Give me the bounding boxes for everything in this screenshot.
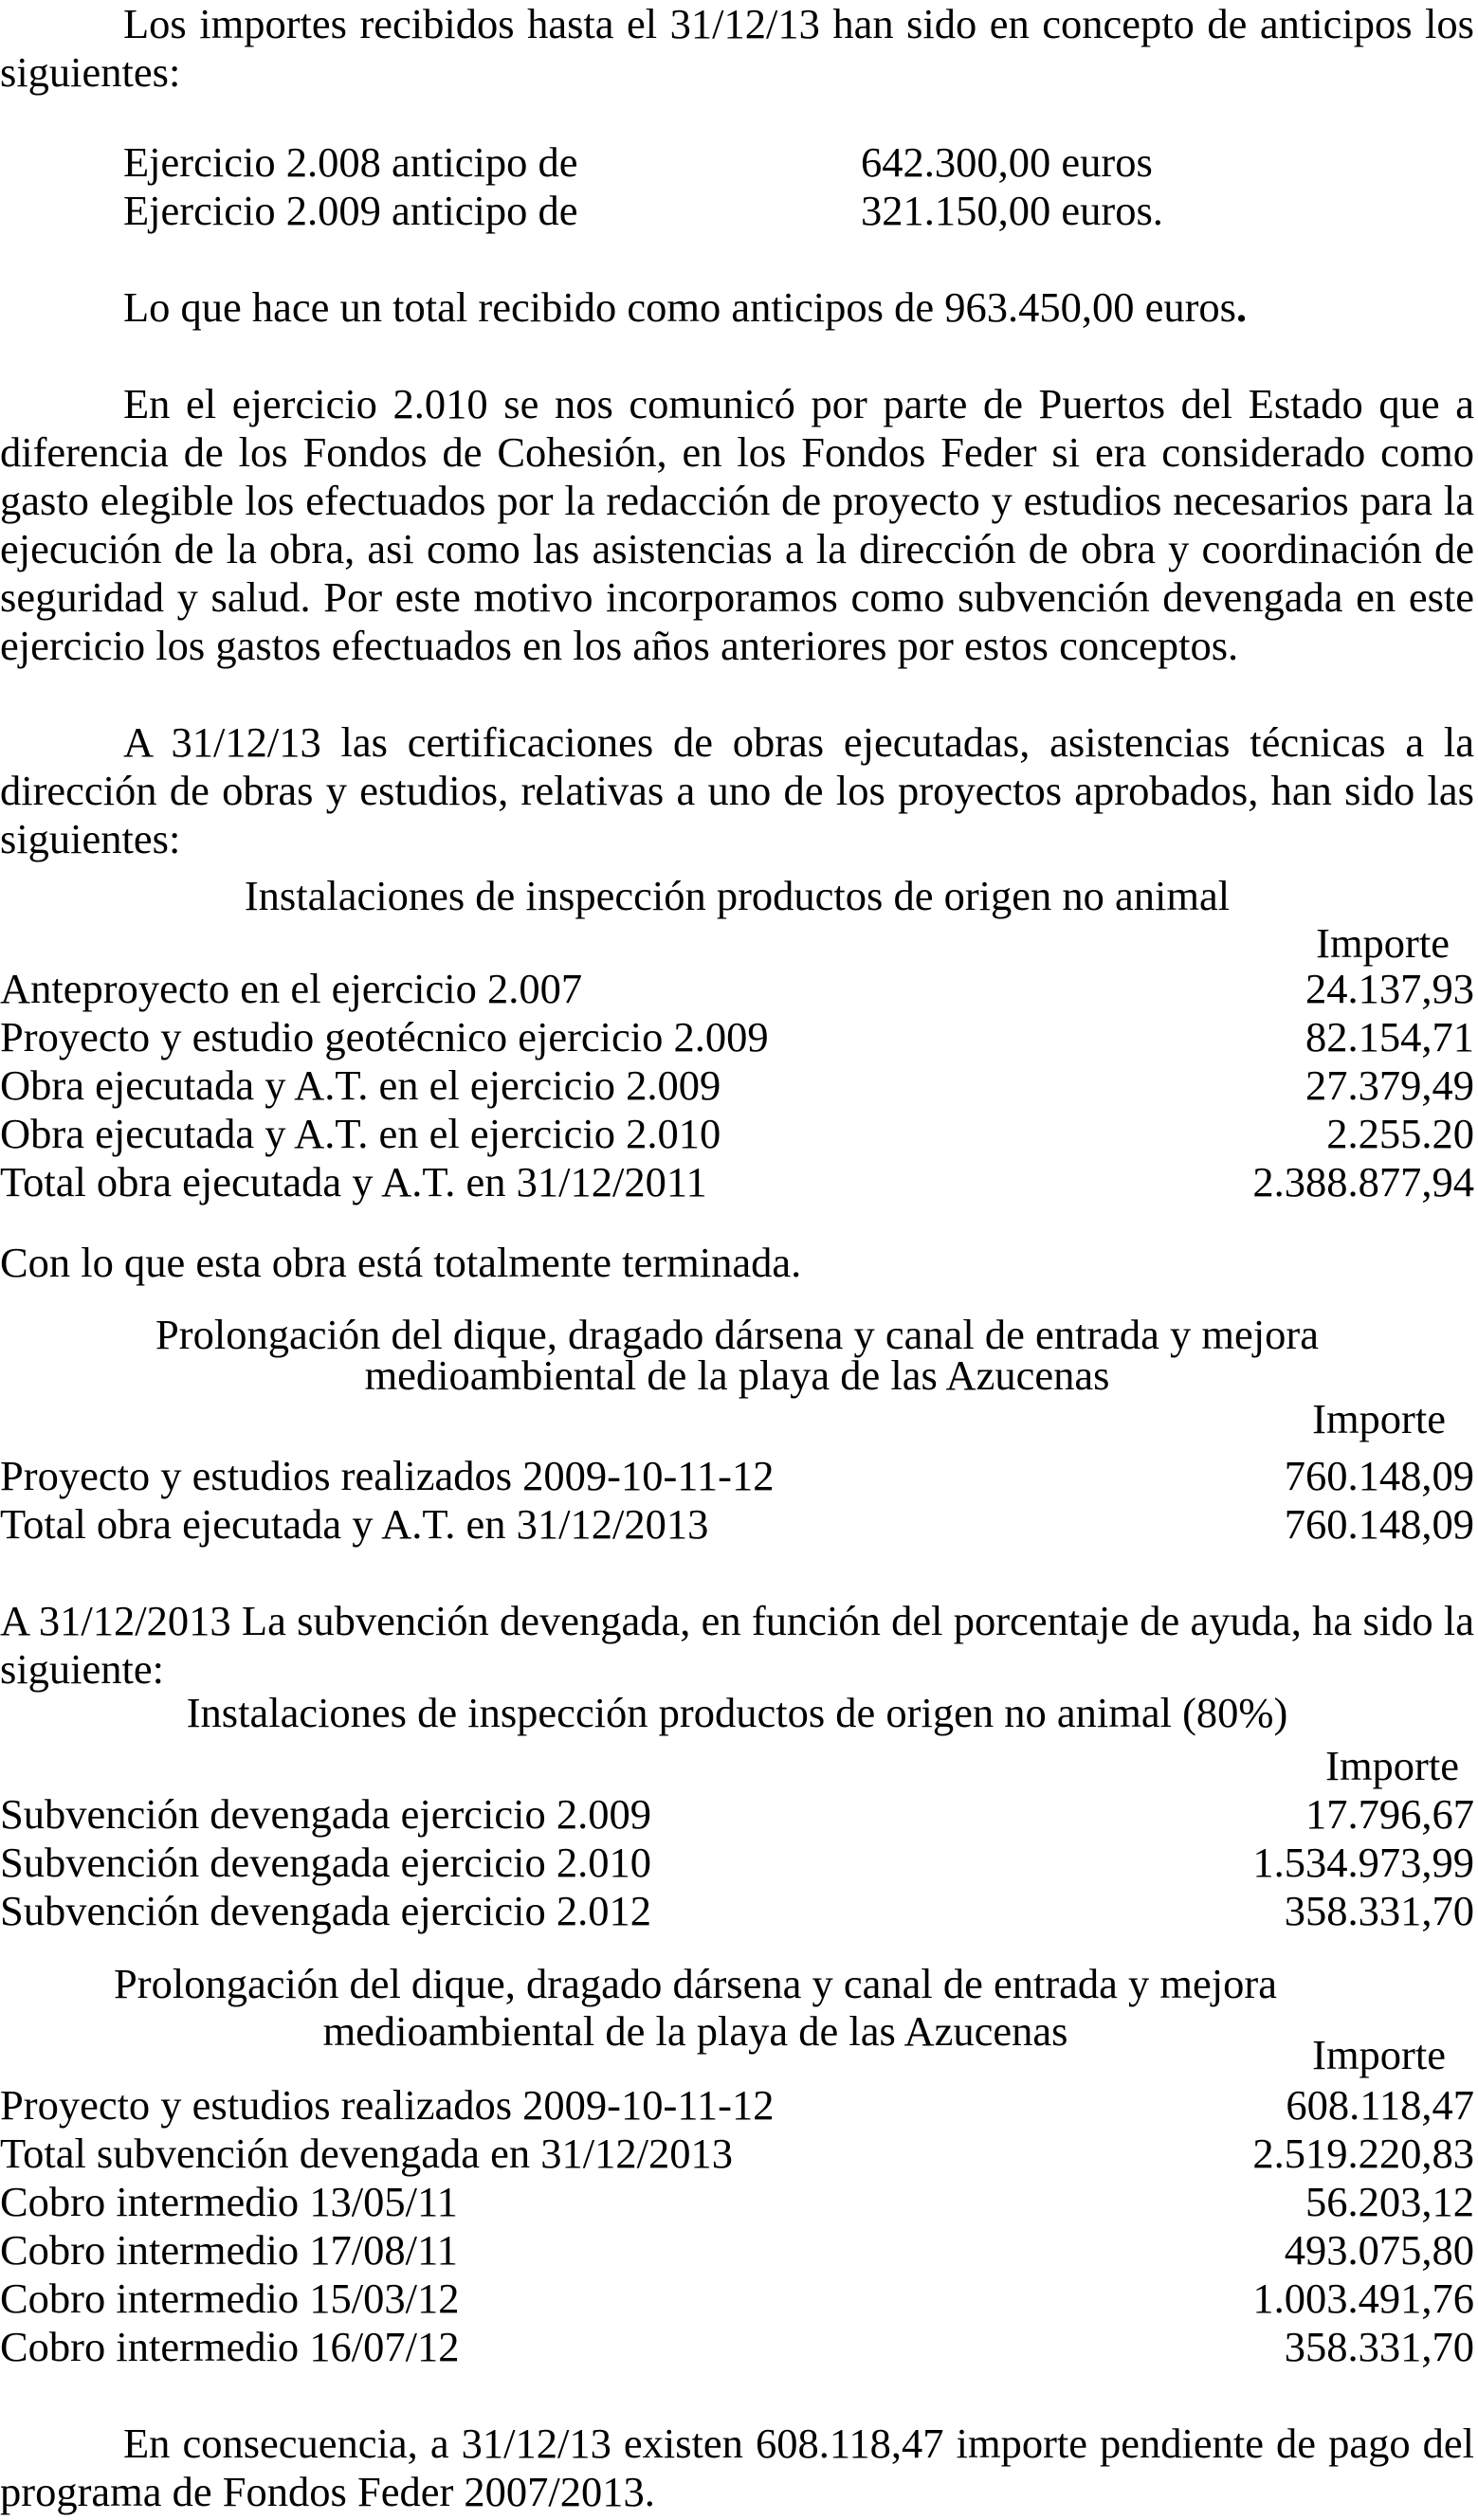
row-label: Proyecto y estudios realizados 2009-10-11-12 bbox=[0, 2081, 775, 2129]
table-row bbox=[0, 1013, 1474, 1061]
advance-2009-amount: 321.150,00 euros. bbox=[861, 187, 1163, 234]
row-label: Subvención devengada ejercicio 2.010 bbox=[0, 1839, 652, 1886]
certifications-paragraph: A 31/12/13 las certificaciones de obras ejecutadas, asistencias técnicas a la dirección de obras y estudios, relativas a uno de los proyectos aprobados, han sido las siguientes: bbox=[0, 718, 1474, 862]
advance-2008-label: Ejercicio 2.008 anticipo de bbox=[123, 138, 578, 186]
table4-header: Importe bbox=[1312, 2031, 1446, 2078]
row-value: 760.148,09 bbox=[1284, 1500, 1474, 1548]
row-value: 56.203,12 bbox=[1305, 2178, 1474, 2225]
table-row bbox=[0, 2178, 1474, 2226]
row-label: Subvención devengada ejercicio 2.012 bbox=[0, 1887, 652, 1934]
table-row bbox=[0, 1887, 1474, 1935]
row-value: 2.255.20 bbox=[1326, 1110, 1474, 1157]
finished-note: Con lo que esta obra está totalmente terminada. bbox=[0, 1239, 802, 1286]
row-value: 82.154,71 bbox=[1305, 1013, 1474, 1061]
row-label: Cobro intermedio 16/07/12 bbox=[0, 2323, 460, 2370]
row-label: Subvención devengada ejercicio 2.009 bbox=[0, 1790, 652, 1838]
advance-2009-label: Ejercicio 2.009 anticipo de bbox=[123, 187, 578, 234]
intro-paragraph: Los importes recibidos hasta el 31/12/13 han sido en concepto de anticipos los siguientes: bbox=[0, 0, 1474, 96]
table2-title-line2: medioambiental de la playa de las Azucenas bbox=[364, 1351, 1110, 1399]
row-value: 493.075,80 bbox=[1284, 2226, 1474, 2274]
row-value: 608.118,47 bbox=[1286, 2081, 1474, 2129]
table2-title-line1: Prolongación del dique, dragado dársena y canal de entrada y mejora bbox=[155, 1311, 1319, 1358]
row-value: 358.331,70 bbox=[1284, 2323, 1474, 2370]
row-value: 1.003.491,76 bbox=[1252, 2275, 1474, 2322]
row-value: 17.796,67 bbox=[1305, 1790, 1474, 1838]
row-label: Cobro intermedio 17/08/11 bbox=[0, 2226, 458, 2274]
row-value: 2.519.220,83 bbox=[1252, 2130, 1474, 2177]
row-label: Obra ejecutada y A.T. en el ejercicio 2.009 bbox=[0, 1061, 721, 1109]
table-row bbox=[0, 1790, 1474, 1839]
advances-total: Lo que hace un total recibido como anticipos de 963.450,00 euros. bbox=[123, 283, 1248, 331]
table2-header: Importe bbox=[1312, 1395, 1446, 1442]
conclusion-paragraph: En consecuencia, a 31/12/13 existen 608.118,47 importe pendiente de pago del programa de Fondos Feder 2007/2013. bbox=[0, 2420, 1474, 2515]
table-row bbox=[0, 965, 1474, 1013]
table-row bbox=[0, 1500, 1474, 1549]
table-row bbox=[0, 1061, 1474, 1110]
table1-header: Importe bbox=[1316, 919, 1450, 967]
row-value: 1.534.973,99 bbox=[1252, 1839, 1474, 1886]
table-row bbox=[0, 2081, 1474, 2130]
row-value: 760.148,09 bbox=[1284, 1452, 1474, 1499]
row-label: Cobro intermedio 13/05/11 bbox=[0, 2178, 458, 2225]
table3-title: Instalaciones de inspección productos de origen no animal (80%) bbox=[186, 1689, 1288, 1736]
row-label: Proyecto y estudio geotécnico ejercicio 2.009 bbox=[0, 1013, 769, 1061]
row-label: Proyecto y estudios realizados 2009-10-11-12 bbox=[0, 1452, 775, 1499]
table-row bbox=[0, 2130, 1474, 2178]
row-label: Anteproyecto en el ejercicio 2.007 bbox=[0, 965, 583, 1012]
row-label: Cobro intermedio 15/03/12 bbox=[0, 2275, 460, 2322]
table1-title: Instalaciones de inspección productos de origen no animal bbox=[244, 872, 1231, 919]
table3-header: Importe bbox=[1325, 1742, 1459, 1789]
table-row bbox=[0, 2323, 1474, 2371]
table-row bbox=[0, 1452, 1474, 1500]
row-value: 27.379,49 bbox=[1305, 1061, 1474, 1109]
row-value: 2.388.877,94 bbox=[1252, 1158, 1474, 1206]
row-label: Total obra ejecutada y A.T. en 31/12/2013 bbox=[0, 1500, 709, 1548]
row-label: Total obra ejecutada y A.T. en 31/12/2011 bbox=[0, 1158, 707, 1206]
row-value: 24.137,93 bbox=[1305, 965, 1474, 1012]
table-row bbox=[0, 1110, 1474, 1158]
table-row bbox=[0, 1839, 1474, 1887]
table4-title-line1: Prolongación del dique, dragado dársena y canal de entrada y mejora bbox=[114, 1960, 1277, 2007]
feder-paragraph: En el ejercicio 2.010 se nos comunicó por parte de Puertos del Estado que a diferencia de los Fondos de Cohesión, en los Fondos Feder si era considerado como gasto elegible los efectuados por la redacción de proyecto y estudios necesarios para la ejecución de la obra, asi como las asistencias a la dirección de obra y coordinación de seguridad y salud. Por este motivo incorporamos como subvención devengada en este ejercicio los gastos efectuados en los años anteriores por estos conceptos. bbox=[0, 380, 1474, 669]
row-label: Total subvención devengada en 31/12/2013 bbox=[0, 2130, 733, 2177]
advance-2008-amount: 642.300,00 euros bbox=[861, 138, 1153, 186]
subsidy-paragraph: A 31/12/2013 La subvención devengada, en función del porcentaje de ayuda, ha sido la siguiente: bbox=[0, 1597, 1474, 1693]
table-row bbox=[0, 1158, 1474, 1206]
table-row bbox=[0, 2275, 1474, 2323]
table-row bbox=[0, 2226, 1474, 2275]
table4-title-line2: medioambiental de la playa de las Azucenas bbox=[322, 2007, 1068, 2055]
row-value: 358.331,70 bbox=[1284, 1887, 1474, 1934]
row-label: Obra ejecutada y A.T. en el ejercicio 2.010 bbox=[0, 1110, 721, 1157]
